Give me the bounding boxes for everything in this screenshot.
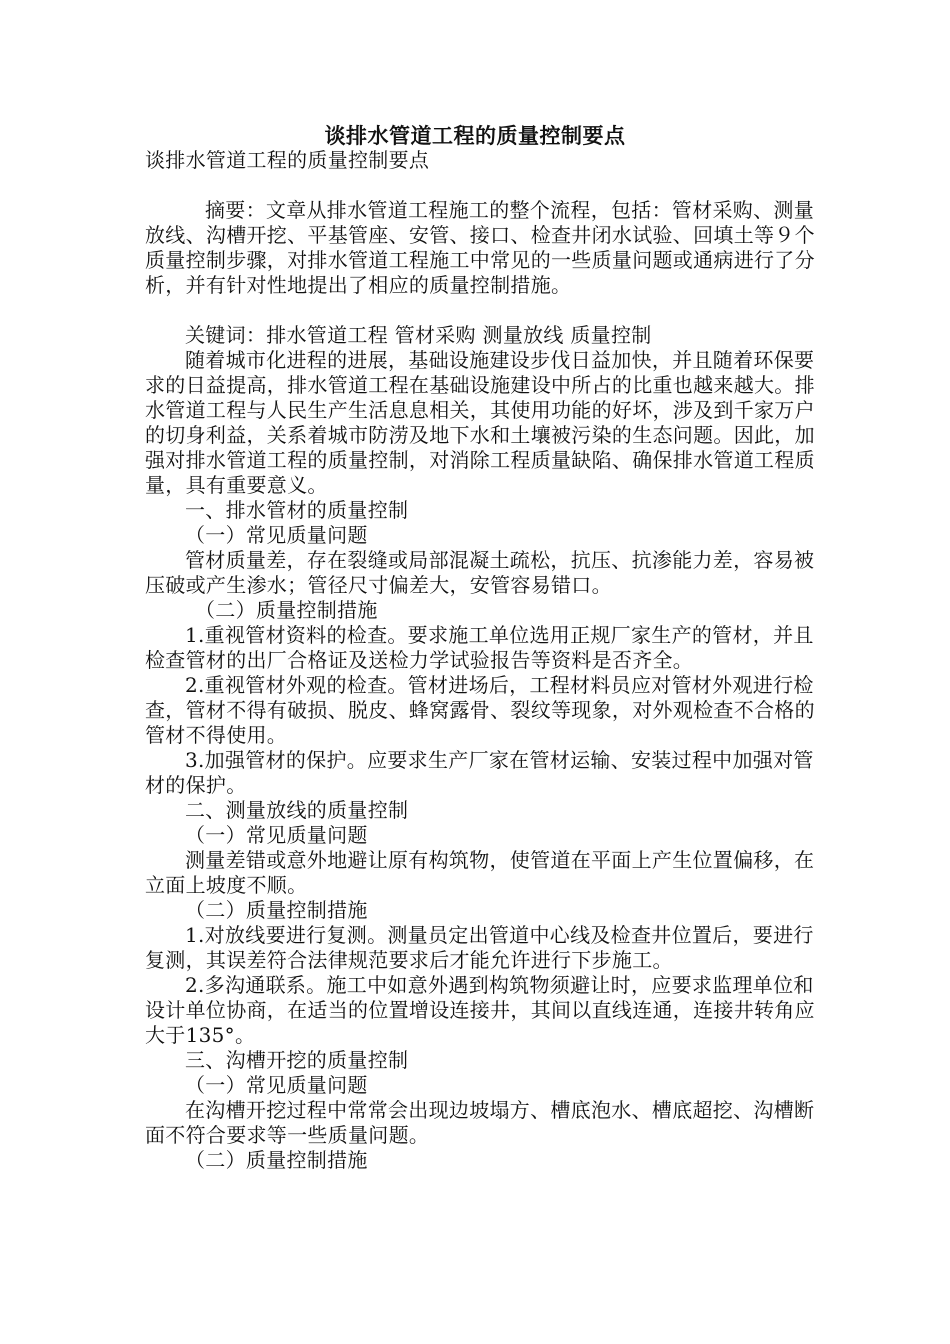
blank-line — [145, 173, 817, 198]
document-subtitle: 谈排水管道工程的质量控制要点 — [145, 148, 430, 172]
subsection-heading: （二）质量控制措施 — [195, 598, 378, 622]
document-body — [145, 148, 817, 1173]
section-heading: 一、排水管材的质量控制 — [185, 498, 409, 522]
list-item: 2.多沟通联系。施工中如意外遇到构筑物须避让时，应要求监理单位和设计单位协商，在适当的位置增设连接井，其间以直线连通，连接井转角应大于135°。 — [145, 973, 815, 1047]
body-paragraph: 测量差错或意外地避让原有构筑物，使管道在平面上产生位置偏移，在立面上坡度不顺。 — [145, 848, 815, 897]
keywords-line: 关键词：排水管道工程 管材采购 测量放线 质量控制 — [185, 323, 652, 347]
section-heading: 二、测量放线的质量控制 — [185, 798, 409, 822]
document-title: 谈排水管道工程的质量控制要点 — [324, 123, 626, 148]
subsection-heading: （一）常见质量问题 — [185, 1073, 368, 1097]
list-item: 1.对放线要进行复测。测量员定出管道中心线及检查井位置后，要进行复测，其误差符合法律规范要求后才能允许进行下步施工。 — [145, 923, 814, 972]
abstract-paragraph: 摘要：文章从排水管道工程施工的整个流程，包括：管材采购、测量放线、沟槽开挖、平基管座、安管、接口、检查井闭水试验、回填土等９个质量控制步骤，对排水管道工程施工中常见的一些质量问题或通病进行了分析，并有针对性地提出了相应的质量控制措施。 — [145, 198, 815, 297]
section-heading: 三、沟槽开挖的质量控制 — [185, 1048, 409, 1072]
intro-paragraph: 随着城市化进程的进展，基础设施建设步伐日益加快，并且随着环保要求的日益提高，排水管道工程在基础设施建设中所占的比重也越来越大。排水管道工程与人民生产生活息息相关，其使用功能的好坏，涉及到千家万户的切身利益，关系着城市防涝及地下水和土壤被污染的生态问题。因此，加强对排水管道工程的质量控制，对消除工程质量缺陷、确保排水管道工程质量，具有重要意义。 — [145, 348, 815, 497]
list-item: 1.重视管材资料的检查。要求施工单位选用正规厂家生产的管材，并且检查管材的出厂合格证及送检力学试验报告等资料是否齐全。 — [145, 623, 814, 672]
subsection-heading: （一）常见质量问题 — [185, 523, 368, 547]
subsection-heading: （二）质量控制措施 — [185, 898, 368, 922]
subsection-heading: （二）质量控制措施 — [185, 1148, 368, 1172]
list-item: 3.加强管材的保护。应要求生产厂家在管材运输、安装过程中加强对管材的保护。 — [145, 748, 814, 797]
body-paragraph: 在沟槽开挖过程中常常会出现边坡塌方、槽底泡水、槽底超挖、沟槽断面不符合要求等一些质量问题。 — [145, 1098, 815, 1147]
blank-line — [145, 298, 817, 323]
subsection-heading: （一）常见质量问题 — [185, 823, 368, 847]
list-item: 2.重视管材外观的检查。管材进场后，工程材料员应对管材外观进行检查，管材不得有破损、脱皮、蜂窝露骨、裂纹等现象，对外观检查不合格的管材不得使用。 — [145, 673, 815, 747]
body-paragraph: 管材质量差，存在裂缝或局部混凝土疏松，抗压、抗渗能力差，容易被压破或产生渗水；管径尺寸偏差大，安管容易错口。 — [145, 548, 815, 597]
